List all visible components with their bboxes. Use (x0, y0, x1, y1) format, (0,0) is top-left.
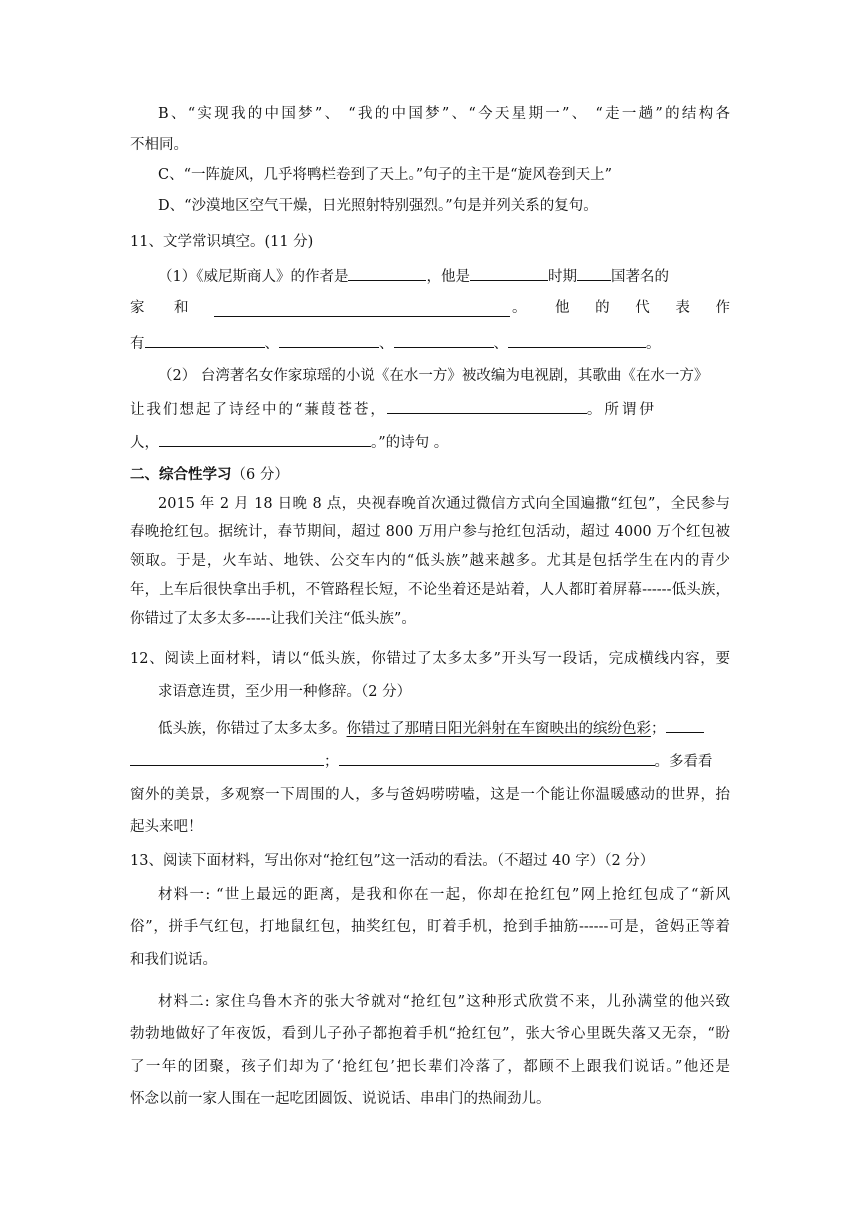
q11-p1-text-c: 时期 (547, 269, 577, 285)
option-b-line2: 不相同。 (130, 137, 188, 153)
option-d: D、“沙漠地区空气干燥，日光照射特别强烈。”句是并列关系的复句。 (158, 198, 598, 214)
q11-sep1: 、 (264, 336, 279, 352)
q13-m1-2: 和我们说话。 (130, 952, 217, 968)
q12-ans-c: ； (651, 721, 666, 737)
q12-line5: 窗外的美景，多观察一下周围的人，多与爸妈唠唠嗑，这是一个能让你温暖感动的世界，抬 (130, 787, 730, 803)
q11-p2-text-c: 人， (130, 435, 159, 451)
q11-p2-text-d: 。”的诗句 。 (371, 435, 449, 451)
q11-tail-0: 他 (555, 300, 570, 316)
q11-p2-line3 (130, 431, 448, 453)
q12-ans-a: 低头族，你错过了太多太多。 (158, 721, 347, 737)
blank-author[interactable] (348, 265, 426, 281)
q11-p1-text-a: （1）《威尼斯商人》的作者是 (158, 269, 349, 285)
q11-he: 和 (174, 300, 189, 316)
blank-q12-1a[interactable] (666, 717, 704, 733)
q12-answer-line2 (130, 750, 713, 772)
blank-country[interactable] (577, 265, 611, 281)
section2-heading (130, 465, 289, 485)
blank-work-1[interactable] (145, 332, 265, 348)
q11-tail-2: 代 (635, 300, 650, 316)
section2-title: 二、综合性学习 (130, 466, 232, 483)
q13-m2-0: 材料二: 家住乌鲁木齐的张大爷就对“抢红包”这种形式欣赏不来，儿孙满堂的他兴致 (158, 994, 730, 1010)
q13-m2-3: 怀念以前一家人围在一起吃团圆饭、说说话、串串门的热闹劲儿。 (130, 1091, 551, 1107)
blank-q12-2[interactable] (339, 750, 655, 766)
q12-line6: 起头来吧！ (130, 819, 203, 835)
q13-m1-1: 俗”，拼手气红包，打地鼠红包，抽奖红包，盯着手机，抢到手抽筋------可是，爸妈正等着 (130, 919, 730, 935)
q11-tail-words (555, 298, 730, 318)
q11-p2-text-a: 让我们想起了诗经中的“蒹葭苍苍， (130, 402, 387, 418)
q11-sep3: 、 (493, 336, 508, 352)
q11-you: 有 (130, 336, 145, 352)
q12-ans-d: ； (324, 754, 339, 770)
q11-tail-1: 的 (595, 300, 610, 316)
blank-q12-1b[interactable] (130, 750, 324, 766)
q12-ans-e: 。多看看 (654, 754, 713, 770)
q11-p2-text-b: 。所谓伊 (586, 402, 657, 418)
section2-para-4: 你错过了太多太多-----让我们关注“低头族”。 (130, 611, 416, 627)
q12-ans-example: 你错过了那晴日阳光斜射在车窗映出的缤纷色彩 (346, 721, 651, 737)
blank-identity[interactable] (214, 301, 510, 317)
section2-para-2: 领取。于是，火车站、地铁、公交车内的“低头族”越来越多。尤其是包括学生在内的青少 (130, 553, 730, 569)
blank-poem-2[interactable] (159, 431, 371, 447)
option-b-line1: B、“实现我的中国梦”、 “我的中国梦”、“今天星期一”、 “走一趟”的结构各 (158, 106, 730, 122)
q12-line2: 求语意连贯，至少用一种修辞。（2 分） (158, 684, 412, 700)
section2-para-0: 2015 年 2 月 18 日晚 8 点，央视春晚首次通过微信方式向全国遍撒“红包”，全民参与 (158, 496, 730, 512)
blank-work-4[interactable] (508, 332, 646, 348)
q11-tail-4: 作 (715, 300, 730, 316)
q11-sep2: 、 (379, 336, 394, 352)
q11-p1-line1 (158, 265, 669, 287)
q11-end: 。 (646, 336, 661, 352)
section2-score: （6 分） (231, 467, 289, 483)
q13-m2-2: 了一年的团聚，孩子们却为了‘抢红包’把长辈们冷落了，都顾不上跟我们说话。”他还是 (130, 1059, 730, 1075)
q11-p2-line2 (130, 398, 730, 420)
q11-title: 11、文学常识填空。(11 分) (130, 234, 314, 250)
blank-poem-1[interactable] (387, 398, 587, 414)
q12-answer-line1 (158, 717, 704, 739)
blank-period[interactable] (470, 265, 548, 281)
option-c: C、“一阵旋风，几乎将鸭栏卷到了天上。”句子的主干是“旋风卷到天上” (158, 167, 612, 183)
blank-work-3[interactable] (394, 332, 494, 348)
section2-para-1: 春晚抢红包。据统计，春节期间，超过 800 万用户参与抢红包活动，超过 4000 万个红包被 (130, 524, 730, 540)
q11-p2-line1: （2） 台湾著名女作家琼瑶的小说《在水一方》被改编为电视剧，其歌曲《在水一方》 (158, 368, 709, 384)
q11-p1-text-d: 国著名的 (610, 269, 669, 285)
q11-period: 。 (512, 300, 527, 316)
q11-jia: 家 (130, 300, 145, 316)
q13-m1-0: 材料一: “世上最远的距离，是我和你在一起，你却在抢红包”网上抢红包成了“新风 (158, 887, 730, 903)
q11-tail-3: 表 (675, 300, 690, 316)
q13-m2-1: 勃勃地做好了年夜饭，看到儿子孙子都抱着手机“抢红包”，张大爷心里既失落又无奈，“盼 (130, 1026, 730, 1042)
blank-work-2[interactable] (279, 332, 379, 348)
q11-p1-line3 (130, 332, 661, 354)
q11-p1-text-b: ，他是 (426, 269, 470, 285)
q12-line1: 12、阅读上面材料，请以“低头族，你错过了太多太多”开头写一段话，完成横线内容，要 (130, 651, 730, 667)
q13-title: 13、阅读下面材料，写出你对“抢红包”这一活动的看法。（不超过 40 字）（2 分） (130, 853, 655, 869)
section2-para-3: 年，上车后很快拿出手机，不管路程长短，不论坐着还是站着，人人都盯着屏幕------低头族， (130, 582, 730, 598)
